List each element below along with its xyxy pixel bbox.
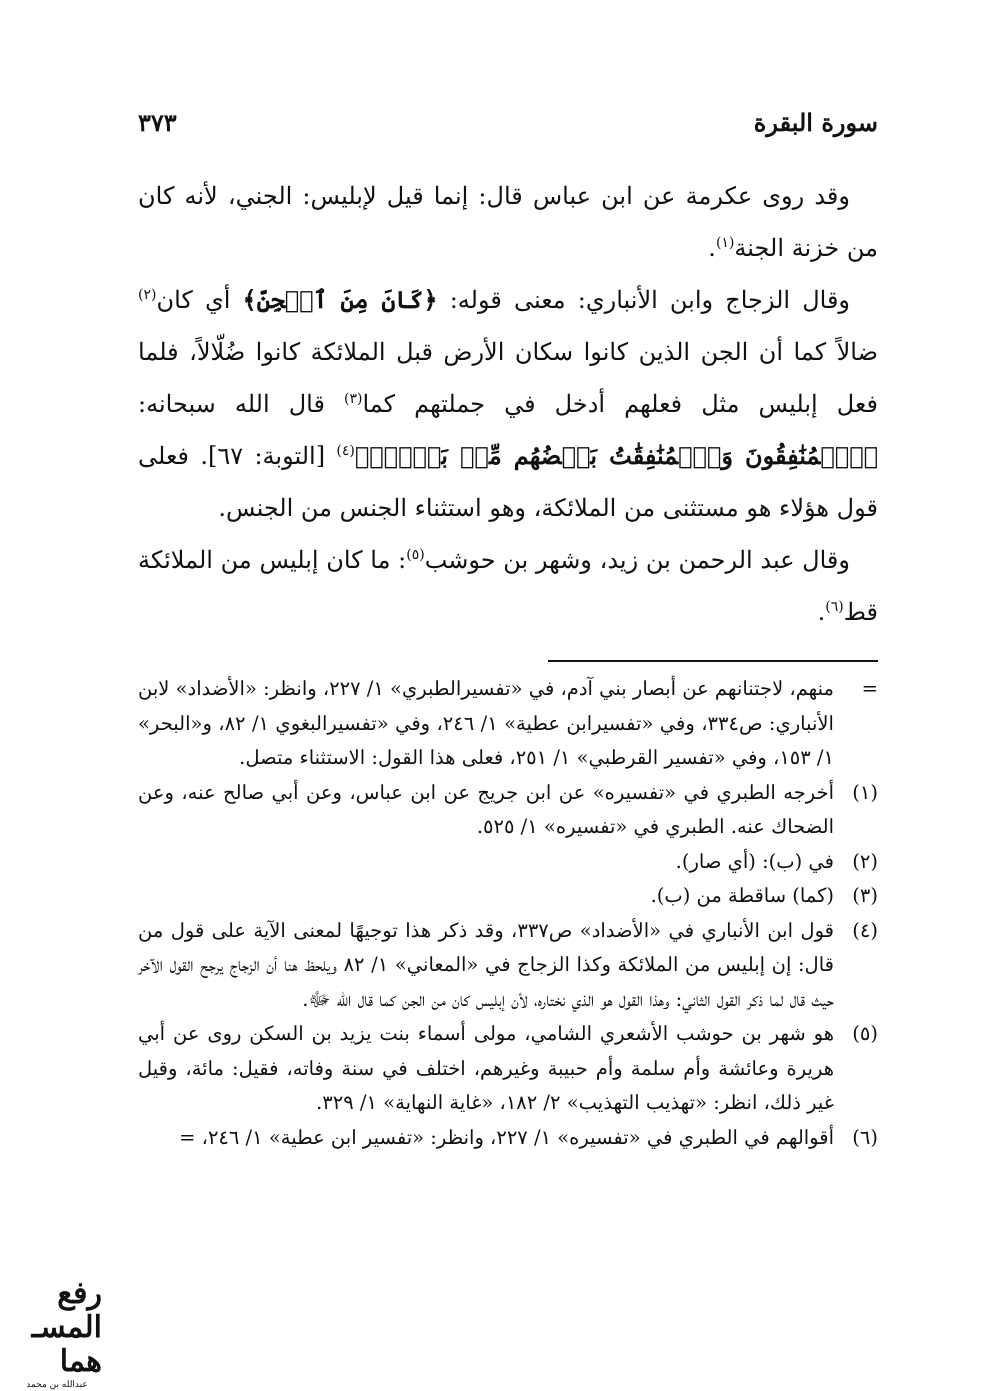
page-header (138, 108, 878, 148)
footnote-text: في (ب): (أي صار). (675, 849, 834, 873)
paragraph-2: وقال الزجاج وابن الأنباري: معنى قوله: ﴿كَانَ مِنَ ٱلۡجِنِّ﴾ أي كان$^{(٢)}$ ضالاً كما أن الجن الذين كانوا سكان الأرض قبل الملائكة كانوا ضُلّالاً، فلما فعل إبليس مثل فعلهم أدخل في جملتهم كما$^{(٣)}$ قال الله سبحانه: ﴿ٱلۡمُنَٰفِقُونَ وَٱلۡمُنَٰفِقَٰتُ بَعۡضُهُم مِّنۢ بَعۡضٍۚ﴾$^{(٤)}$ [التوبة: ٦٧]. فعلى قول هؤلاء هو مستثنى من الملائكة، وهو استثناء الجنس من الجنس. (138, 285, 878, 522)
quran-quote-2: ﴿ٱلۡمُنَٰفِقُونَ وَٱلۡمُنَٰفِقَٰتُ بَعۡضُهُم مِّنۢ بَعۡضٍۚ﴾ (354, 441, 878, 470)
footnote-marker: (١) (852, 780, 878, 804)
footnote-ref-5: (٥) (406, 547, 425, 563)
footnote-2 (138, 845, 878, 880)
page (138, 108, 878, 1155)
footnote-text: أقوالهم في الطبري في «تفسيره» ١/ ٢٢٧، وانظر: «تفسير ابن عطية» ١/ ٢٤٦، = (179, 1125, 834, 1149)
footnote-marker: (٥) (852, 1022, 878, 1045)
footnote-ref-3: (٣) (344, 391, 363, 407)
footnote-ref-2: (٢) (138, 287, 157, 303)
main-text (138, 170, 878, 638)
paragraph-1: وقد روى عكرمة عن ابن عباس قال: إنما قيل لإبليس: الجني، لأنه كان من خزنة الجنة$^{(١)}$. (138, 182, 878, 262)
footnote-marker: (٦) (852, 1125, 878, 1149)
footnote-marker: (٢) (852, 849, 878, 873)
watermark-logo (12, 1276, 102, 1390)
surah-title: سورة البقرة (753, 108, 878, 137)
watermark-sub: عبدالله بن محمد (26, 1380, 88, 1390)
quran-quote-1: ﴿كَانَ مِنَ ٱلۡجِنِّ﴾ (242, 285, 438, 314)
footnote-ref-6: (٦) (825, 599, 844, 615)
footnote-text: أخرجه الطبري في «تفسيره» عن ابن جريج عن ابن عباس، وعن أبي صالح عنه، وعن الضحاك عنه. الطبري في «تفسيره» ١/ ٥٢٥. (138, 780, 834, 838)
footnote-marker: = (861, 677, 878, 700)
page-number: ٣٧٣ (138, 108, 177, 137)
footnote-3 (138, 879, 878, 914)
watermark-main: رفع المسـ هما (31, 1276, 102, 1379)
paragraph-3: وقال عبد الرحمن بن زيد، وشهر بن حوشب$^{(٥)}$: ما كان إبليس من الملائكة قط$^{(٦)}$. (138, 546, 878, 626)
footnote-5 (138, 1017, 878, 1121)
footnote-marker: (٣) (852, 884, 878, 907)
footnote-text: (كما) ساقطة من (ب). (650, 884, 834, 907)
footnote-text: منهم، لاجتنانهم عن أبصار بني آدم، في «تفسيرالطبري» ١/ ٢٢٧، وانظر: «الأضداد» لابن الأنباري: ص٣٣٤، وفي «تفسيرابن عطية» ١/ ٢٤٦، وفي «تفسيرالبغوي ١/ ٨٢، و«البحر» ١/ ١٥٣، وفي «تفسير القرطبي» ١/ ٢٥١، فعلى هذا القول: الاستثناء متصل. (138, 677, 834, 769)
footnote-continued (138, 672, 878, 776)
footnote-4 (138, 914, 878, 1018)
footnote-text: قول ابن الأنباري في «الأضداد» ص٣٣٧، وقد ذكر هذا توجيهًا لمعنى الآية على قول من قال: إن إبليس من الملائكة وكذا الزجاج في «المعاني» ١/ ٨٢ ويلحظ هنا أن الزجاج يرجح القول الآخر حيث قال لما ذكر القول الثاني: وهذا القول هو الذي نختاره، لأن إبليس كان من الجن كما قال الله ﷻ. (138, 918, 834, 1011)
footnote-6 (138, 1121, 878, 1156)
footnote-1 (138, 776, 878, 845)
footnote-ref-4: (٤) (336, 443, 355, 459)
footnote-marker: (٤) (852, 918, 878, 942)
footnotes (138, 672, 878, 1155)
footnote-ref-1: (١) (715, 235, 735, 251)
footnote-text: هو شهر بن حوشب الأشعري الشامي، مولى أسماء بنت يزيد بن السكن روى عن أبي هريرة وعائشة وأم سلمة وأم حبيبة وغيرهم، اختلف في سنة وفاته، فقيل: مائة، وقيل غير ذلك، انظر: «تهذيب التهذيب» ٢/ ١٨٢، «غاية النهاية» ١/ ٣٢٩. (138, 1022, 834, 1114)
footnote-divider (548, 660, 878, 662)
